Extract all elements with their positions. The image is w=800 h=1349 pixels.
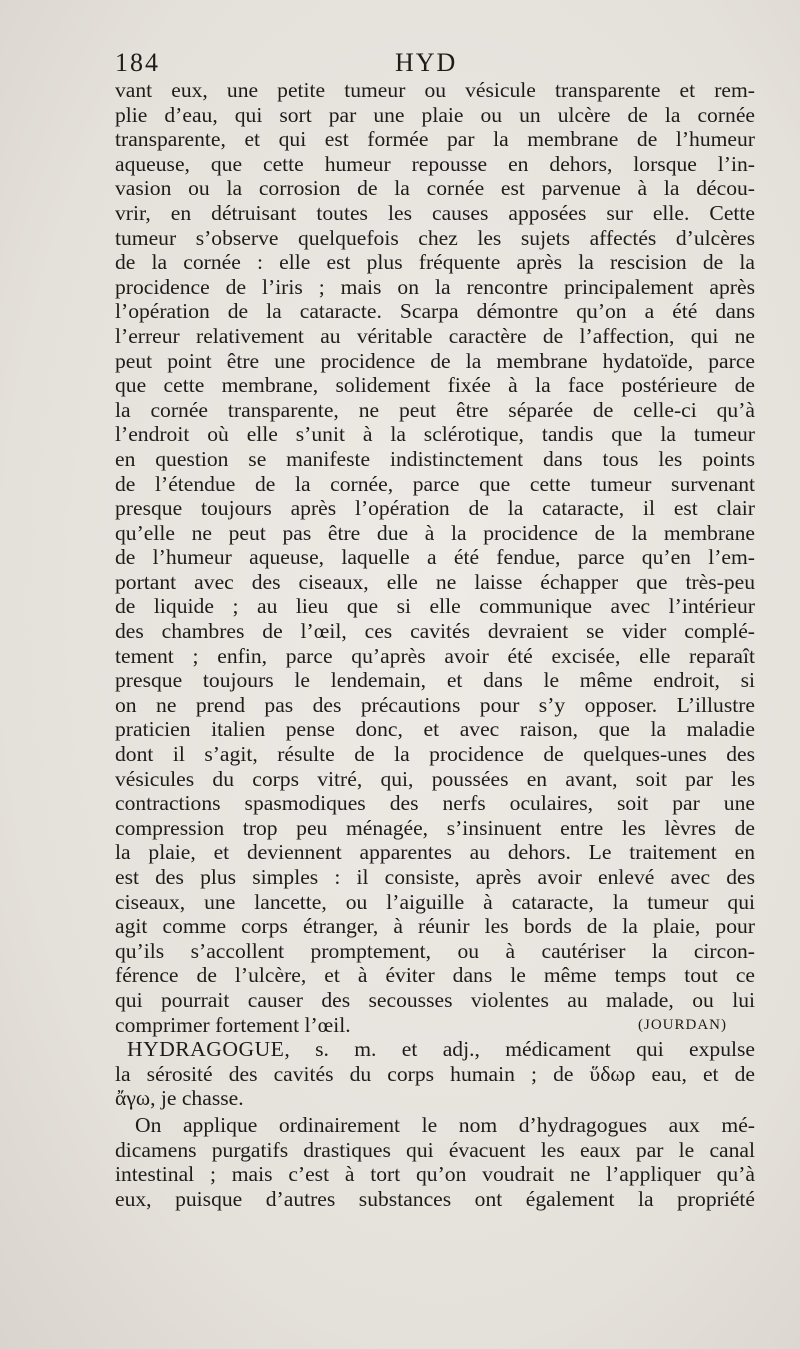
text-line: de l’humeur aqueuse, laquelle a été fendue, parce qu’en l’em- [115,545,755,570]
text-line: de l’étendue de la cornée, parce que cette tumeur survenant [115,471,755,496]
closing-text: comprimer fortement l’œil. [115,1012,351,1037]
text-line: dicamens purgatifs drastiques qui évacuent les eaux par le canal [115,1137,755,1162]
entry-headword: HYDRAGOGUE [127,1037,285,1062]
text-line: peut point être une procidence de la membrane hydatoïde, parce [115,348,755,373]
text-line: on ne prend pas des précautions pour s’y opposer. L’illustre [115,692,755,717]
text-block [115,78,755,1211]
text-line: ἄγω, je chasse. [115,1086,244,1111]
text-line: des chambres de l’œil, ces cavités devraient se vider complé- [115,619,755,644]
text-line: la plaie, et deviennent apparentes au dehors. Le traitement en [115,840,755,865]
page-header [115,46,755,78]
text-line: qui pourrait causer des secousses violentes au malade, ou lui [115,987,755,1012]
text-line: que cette membrane, solidement fixée à la face postérieure de [115,373,755,398]
text-line: plie d’eau, qui sort par une plaie ou un ulcère de la cornée [115,102,755,127]
text-line: transparente, et qui est formée par la membrane de l’humeur [115,127,755,152]
text-line: en question se manifeste indistinctement dans tous les points [115,446,755,471]
text-line: de la cornée : elle est plus fréquente après la rescision de la [115,250,755,275]
text-line: contractions spasmodiques des nerfs oculaires, soit par une [115,791,755,816]
page-number: 184 [115,48,160,77]
text-line: vrir, en détruisant toutes les causes apposées sur elle. Cette [115,200,755,225]
text-line: On applique ordinairement le nom d’hydragogues aux mé- [135,1112,755,1137]
dictionary-entry [115,1037,755,1111]
text-line: presque toujours le lendemain, et dans le même endroit, si [115,668,755,693]
text-line: vant eux, une petite tumeur ou vésicule transparente et rem- [115,78,755,102]
text-line: praticien italien pense donc, et avec raison, que la maladie [115,717,755,742]
text-line: vésicules du corps vitré, qui, poussées en avant, soit par les [115,766,755,791]
text-line: tumeur s’observe quelquefois chez les sujets affectés d’ulcères [115,225,755,250]
paragraph-applique [115,1113,755,1211]
text-line: dont il s’agit, résulte de la procidence de quelques-unes des [115,742,755,767]
text-line: tement ; enfin, parce qu’après avoir été excisée, elle reparaît [115,643,755,668]
text-line: procidence de l’iris ; mais on la rencontre principalement après [115,274,755,299]
text-line: férence de l’ulcère, et à éviter dans le même temps tout ce [115,963,755,988]
text-line: qu’elle ne peut pas être due à la procidence de la membrane [115,520,755,545]
text-line: l’opération de la cataracte. Scarpa démontre qu’on a été dans [115,299,755,324]
text-line: presque toujours après l’opération de la cataracte, il est clair [115,496,755,521]
paragraph-jourdan [115,78,755,1037]
text-line: qu’ils s’accollent promptement, ou à cautériser la circon- [115,938,755,963]
text-line: compression trop peu ménagée, s’insinuent entre les lèvres de [115,815,755,840]
author-signature: (JOURDAN) [638,1016,727,1033]
text-line: ciseaux, une lancette, ou l’aiguille à cataracte, la tumeur qui [115,889,755,914]
text-line: l’erreur relativement au véritable caractère de l’affection, qui ne [115,323,755,348]
text-line: eux, puisque d’autres substances ont également la propriété [115,1186,755,1211]
text-line: est des plus simples : il consiste, après avoir enlevé avec des [115,865,755,889]
closing-line [115,1013,755,1038]
text-line: vasion ou la corrosion de la cornée est parvenue à la décou- [115,176,755,201]
entry-first-line [115,1037,755,1062]
text-line: la sérosité des cavités du corps humain ; de ὕδωρ eau, et de [115,1061,755,1086]
running-head: HYD [395,48,458,77]
text-line: la cornée transparente, ne peut être séparée de celle-ci qu’à [115,397,755,422]
text-line: portant avec des ciseaux, elle ne laisse échapper que très-peu [115,569,755,594]
text-line: de liquide ; au lieu que si elle communique avec l’intérieur [115,594,755,619]
text-line: agit comme corps étranger, à réunir les bords de la plaie, pour [115,914,755,939]
text-line: l’endroit où elle s’unit à la sclérotique, tandis que la tumeur [115,422,755,447]
entry-definition: , s. m. et adj., médicament qui expulse [284,1037,755,1062]
text-line: intestinal ; mais c’est à tort qu’on voudrait ne l’appliquer qu’à [115,1162,755,1187]
text-line: aqueuse, que cette humeur repousse en dehors, lorsque l’in- [115,151,755,176]
